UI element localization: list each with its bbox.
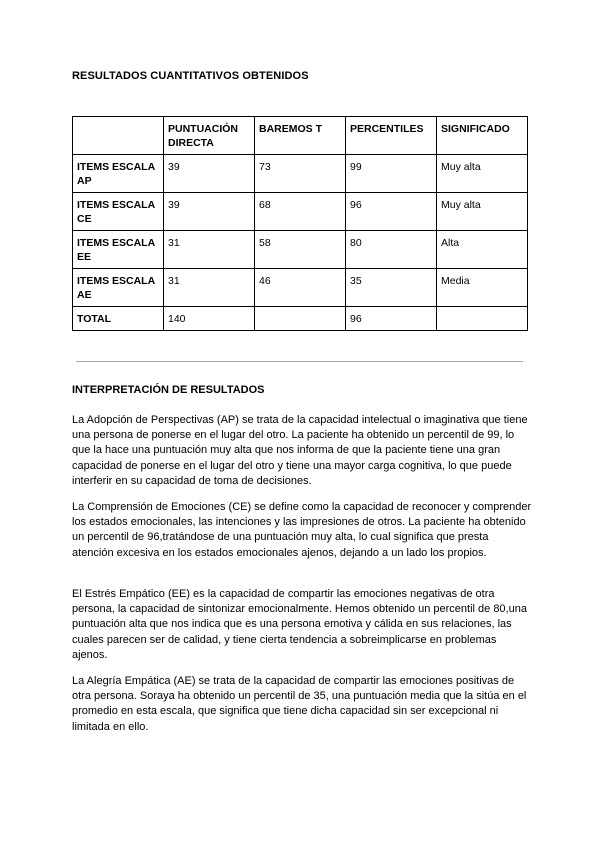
cell-puntuacion: 140 [164,307,255,331]
cell-baremos: 58 [255,231,346,269]
header-percentiles: PERCENTILES [346,117,437,155]
table-row [73,193,528,231]
row-label: ITEMS ESCALA EE [73,231,164,269]
cell-baremos [255,307,346,331]
cell-percentil: 35 [346,269,437,307]
results-table [72,116,528,331]
header-empty [73,117,164,155]
cell-puntuacion: 31 [164,231,255,269]
cell-baremos: 73 [255,155,346,193]
table-row [73,269,528,307]
row-label: TOTAL [73,307,164,331]
table-row [73,231,528,269]
interpretation-title: INTERPRETACIÓN DE RESULTADOS [72,384,265,396]
cell-significado: Alta [437,231,528,269]
header-puntuacion-directa: PUNTUACIÓN DIRECTA [164,117,255,155]
section-divider [76,361,523,362]
cell-percentil: 96 [346,307,437,331]
table-row-total [73,307,528,331]
paragraph-ce: La Comprensión de Emociones (CE) se define como la capacidad de reconocer y comprender los estados emocionales, las intenciones y las impresiones de otros. La paciente ha obtenido un percentil de 96,tratándose de una puntuación muy alta, lo cual significa que presta atención excesiva en los estados emocionales ajenos, dejando a un lado los propios. [72,501,532,559]
table-row [73,155,528,193]
header-significado: SIGNIFICADO [437,117,528,155]
row-label: ITEMS ESCALA AE [73,269,164,307]
cell-baremos: 68 [255,193,346,231]
paragraph-ee: El Estrés Empático (EE) es la capacidad de compartir las emociones negativas de otra persona, la capacidad de sintonizar emocionalmente. Hemos obtenido un percentil de 80,una puntuación alta que nos indica que es una persona emotiva y cálida en sus relaciones, las cuales parecen ser de calidad, y tiene cierta tendencia a sobreimplicarse en problemas ajenos. [72,588,527,661]
cell-puntuacion: 31 [164,269,255,307]
cell-puntuacion: 39 [164,193,255,231]
paragraph-ap: La Adopción de Perspectivas (AP) se trata de la capacidad intelectual o imaginativa que tiene una persona de ponerse en el lugar del otro. La paciente ha obtenido un percentil de 99, lo que la hace una puntuación muy alta que nos informa de que la paciente tiene una gran capacidad de ponerse en el lugar del otro y tiene una mayor carga cognitiva, lo que puede interferir en su capacidad de toma de decisiones. [72,414,528,487]
cell-significado: Muy alta [437,193,528,231]
paragraph-ae: La Alegría Empática (AE) se trata de la capacidad de compartir las emociones positivas de otra persona. Soraya ha obtenido un percentil de 35, una puntuación media que la sitúa en el promedio en esta escala, que significa que tiene dicha capacidad sin ser excepcional ni limitada en ello. [72,675,527,733]
cell-significado: Media [437,269,528,307]
cell-significado: Muy alta [437,155,528,193]
cell-percentil: 96 [346,193,437,231]
row-label: ITEMS ESCALA CE [73,193,164,231]
cell-baremos: 46 [255,269,346,307]
cell-puntuacion: 39 [164,155,255,193]
results-title: RESULTADOS CUANTITATIVOS OBTENIDOS [72,70,309,82]
cell-significado [437,307,528,331]
cell-percentil: 80 [346,231,437,269]
table-header-row [73,117,528,155]
header-baremos-t: BAREMOS T [255,117,346,155]
cell-percentil: 99 [346,155,437,193]
row-label: ITEMS ESCALA AP [73,155,164,193]
